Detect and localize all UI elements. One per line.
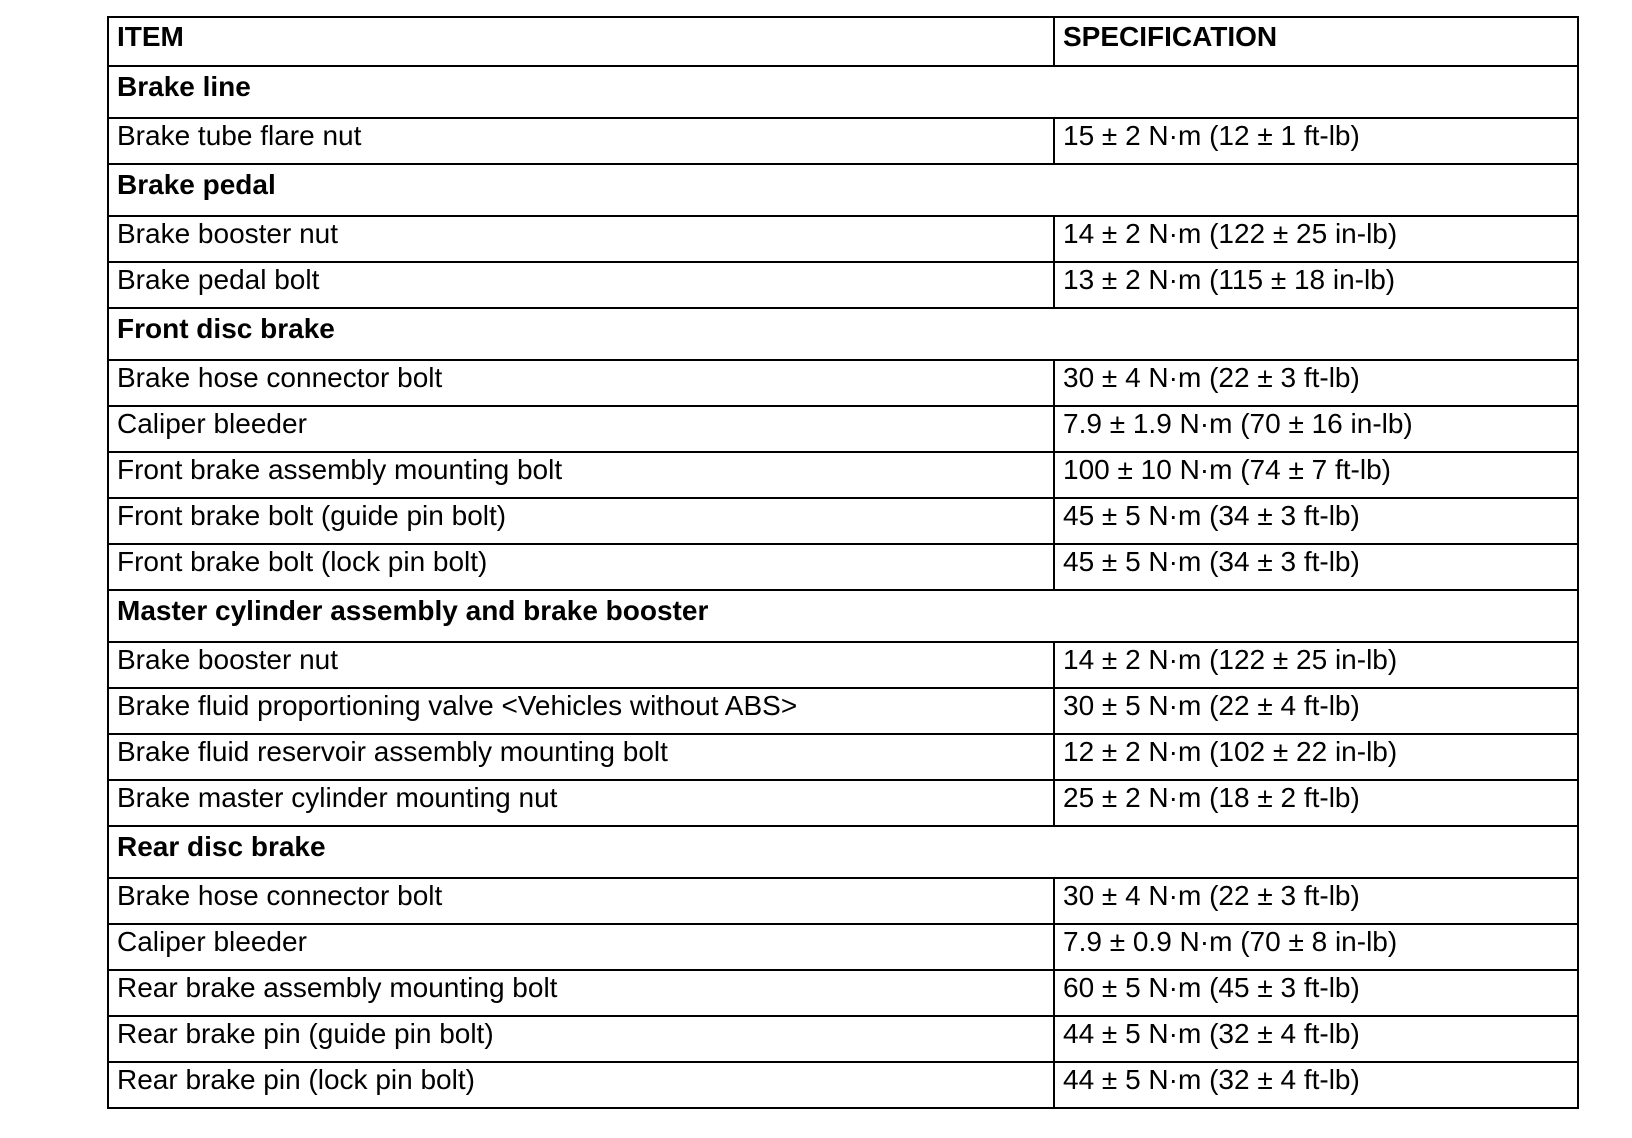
item-cell: Brake fluid proportioning valve <Vehicles without ABS>: [108, 688, 1054, 734]
spec-cell: 14 ± 2 N·m (122 ± 25 in-lb): [1054, 216, 1578, 262]
item-cell: Rear brake assembly mounting bolt: [108, 970, 1054, 1016]
table-header-row: [108, 17, 1578, 66]
table-row: [108, 1016, 1578, 1062]
table-row: [108, 1062, 1578, 1108]
table-row: [108, 360, 1578, 406]
spec-cell: 30 ± 5 N·m (22 ± 4 ft-lb): [1054, 688, 1578, 734]
item-cell: Front brake bolt (guide pin bolt): [108, 498, 1054, 544]
group-heading: Brake pedal: [108, 164, 1578, 216]
spec-cell: 44 ± 5 N·m (32 ± 4 ft-lb): [1054, 1016, 1578, 1062]
table-row: [108, 118, 1578, 164]
group-heading: Rear disc brake: [108, 826, 1578, 878]
specification-column-header: SPECIFICATION: [1054, 17, 1578, 66]
item-cell: Brake fluid reservoir assembly mounting bolt: [108, 734, 1054, 780]
item-column-header: ITEM: [108, 17, 1054, 66]
item-cell: Brake pedal bolt: [108, 262, 1054, 308]
table-row: [108, 688, 1578, 734]
spec-cell: 60 ± 5 N·m (45 ± 3 ft-lb): [1054, 970, 1578, 1016]
table-row: [108, 970, 1578, 1016]
item-cell: Brake hose connector bolt: [108, 878, 1054, 924]
item-cell: Caliper bleeder: [108, 924, 1054, 970]
group-row: [108, 164, 1578, 216]
group-row: [108, 66, 1578, 118]
item-cell: Front brake bolt (lock pin bolt): [108, 544, 1054, 590]
item-cell: Brake booster nut: [108, 216, 1054, 262]
table-row: [108, 216, 1578, 262]
spec-cell: 30 ± 4 N·m (22 ± 3 ft-lb): [1054, 878, 1578, 924]
item-cell: Caliper bleeder: [108, 406, 1054, 452]
item-cell: Brake hose connector bolt: [108, 360, 1054, 406]
spec-cell: 15 ± 2 N·m (12 ± 1 ft-lb): [1054, 118, 1578, 164]
table-row: [108, 498, 1578, 544]
item-cell: Brake master cylinder mounting nut: [108, 780, 1054, 826]
spec-cell: 45 ± 5 N·m (34 ± 3 ft-lb): [1054, 498, 1578, 544]
table-body: [108, 66, 1578, 1108]
spec-cell: 7.9 ± 0.9 N·m (70 ± 8 in-lb): [1054, 924, 1578, 970]
spec-cell: 44 ± 5 N·m (32 ± 4 ft-lb): [1054, 1062, 1578, 1108]
spec-cell: 7.9 ± 1.9 N·m (70 ± 16 in-lb): [1054, 406, 1578, 452]
table-row: [108, 780, 1578, 826]
spec-cell: 14 ± 2 N·m (122 ± 25 in-lb): [1054, 642, 1578, 688]
table-row: [108, 734, 1578, 780]
table-row: [108, 262, 1578, 308]
item-cell: Brake booster nut: [108, 642, 1054, 688]
item-cell: Brake tube flare nut: [108, 118, 1054, 164]
torque-spec-table: [107, 16, 1579, 1109]
group-heading: Master cylinder assembly and brake booster: [108, 590, 1578, 642]
table-row: [108, 544, 1578, 590]
spec-cell: 30 ± 4 N·m (22 ± 3 ft-lb): [1054, 360, 1578, 406]
item-cell: Rear brake pin (guide pin bolt): [108, 1016, 1054, 1062]
table-row: [108, 924, 1578, 970]
group-row: [108, 308, 1578, 360]
spec-cell: 12 ± 2 N·m (102 ± 22 in-lb): [1054, 734, 1578, 780]
spec-cell: 25 ± 2 N·m (18 ± 2 ft-lb): [1054, 780, 1578, 826]
table-row: [108, 642, 1578, 688]
group-heading: Front disc brake: [108, 308, 1578, 360]
spec-cell: 45 ± 5 N·m (34 ± 3 ft-lb): [1054, 544, 1578, 590]
item-cell: Rear brake pin (lock pin bolt): [108, 1062, 1054, 1108]
spec-cell: 13 ± 2 N·m (115 ± 18 in-lb): [1054, 262, 1578, 308]
group-row: [108, 826, 1578, 878]
spec-cell: 100 ± 10 N·m (74 ± 7 ft-lb): [1054, 452, 1578, 498]
group-row: [108, 590, 1578, 642]
table-row: [108, 406, 1578, 452]
item-cell: Front brake assembly mounting bolt: [108, 452, 1054, 498]
group-heading: Brake line: [108, 66, 1578, 118]
table-row: [108, 878, 1578, 924]
table-row: [108, 452, 1578, 498]
